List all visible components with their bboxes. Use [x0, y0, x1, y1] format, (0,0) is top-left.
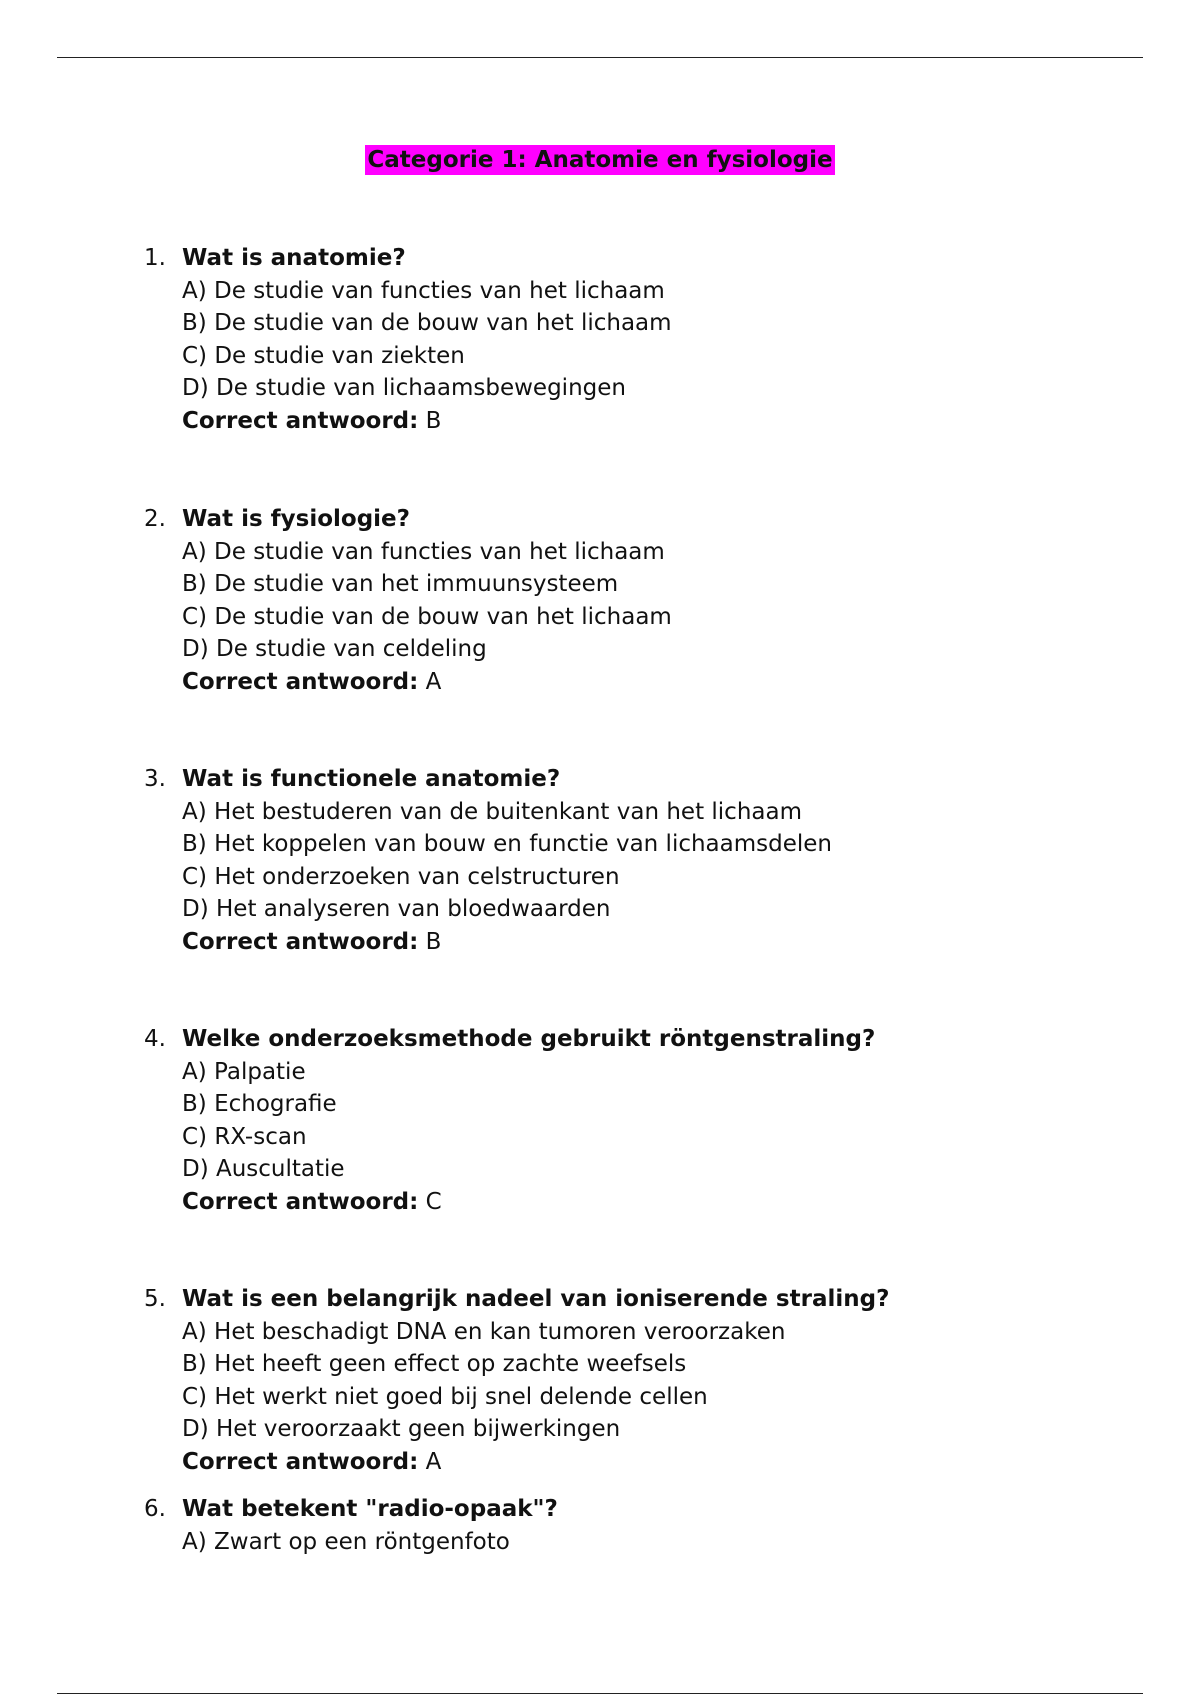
correct-answer	[182, 926, 441, 958]
correct-answer-value: B	[425, 407, 442, 434]
option-b: B) De studie van de bouw van het lichaam	[182, 310, 672, 336]
correct-answer-label: Correct antwoord:	[182, 668, 419, 695]
option-d: D) De studie van lichaamsbewegingen	[182, 375, 626, 401]
correct-answer-label: Correct antwoord:	[182, 1188, 419, 1215]
correct-answer-label: Correct antwoord:	[182, 928, 419, 955]
question-text: Welke onderzoeksmethode gebruikt röntgenstraling?	[182, 1026, 876, 1052]
option-b: B) De studie van het immuunsysteem	[182, 571, 619, 597]
question-number: 6.	[144, 1496, 166, 1522]
question-number: 3.	[144, 766, 166, 792]
header-rule	[57, 57, 1143, 58]
option-a: A) Palpatie	[182, 1058, 306, 1085]
option-b: B) Echografie	[182, 1091, 337, 1117]
question-text: Wat is een belangrijk nadeel van ioniserende straling?	[182, 1286, 890, 1312]
question-text: Wat is anatomie?	[182, 245, 406, 271]
correct-answer-value: A	[425, 668, 442, 695]
option-c: C) Het werkt niet goed bij snel delende cellen	[182, 1383, 708, 1410]
question-number: 5.	[144, 1286, 166, 1312]
question-number: 1.	[144, 245, 166, 271]
option-a: A) Het bestuderen van de buitenkant van het lichaam	[182, 798, 802, 825]
option-a: A) Zwart op een röntgenfoto	[182, 1528, 510, 1555]
option-d: D) Auscultatie	[182, 1156, 345, 1182]
category-title: Categorie 1: Anatomie en fysiologie	[367, 147, 833, 173]
question-number: 4.	[144, 1026, 166, 1052]
option-a: A) Het beschadigt DNA en kan tumoren veroorzaken	[182, 1318, 786, 1345]
option-c: C) Het onderzoeken van celstructuren	[182, 863, 620, 890]
question-text: Wat is fysiologie?	[182, 506, 411, 532]
option-d: D) Het veroorzaakt geen bijwerkingen	[182, 1416, 621, 1442]
option-c: C) De studie van ziekten	[182, 342, 465, 369]
option-c: C) RX-scan	[182, 1123, 307, 1150]
option-b: B) Het koppelen van bouw en functie van lichaamsdelen	[182, 831, 832, 857]
correct-answer	[182, 1446, 441, 1478]
option-b: B) Het heeft geen effect op zachte weefsels	[182, 1351, 687, 1377]
correct-answer-label: Correct antwoord:	[182, 1448, 419, 1475]
correct-answer	[182, 666, 441, 698]
option-d: D) De studie van celdeling	[182, 636, 487, 662]
correct-answer-value: C	[425, 1188, 442, 1215]
question-text: Wat betekent "radio-opaak"?	[182, 1496, 558, 1522]
option-d: D) Het analyseren van bloedwaarden	[182, 896, 611, 922]
option-a: A) De studie van functies van het lichaam	[182, 277, 665, 304]
correct-answer-value: B	[425, 928, 442, 955]
correct-answer	[182, 1186, 442, 1218]
correct-answer-label: Correct antwoord:	[182, 407, 419, 434]
footer-rule	[57, 1693, 1143, 1694]
question-text: Wat is functionele anatomie?	[182, 766, 561, 792]
option-a: A) De studie van functies van het lichaam	[182, 538, 665, 565]
category-title-wrapper	[0, 145, 1200, 175]
correct-answer-value: A	[425, 1448, 442, 1475]
correct-answer	[182, 405, 441, 437]
option-c: C) De studie van de bouw van het lichaam	[182, 603, 672, 630]
question-number: 2.	[144, 506, 166, 532]
